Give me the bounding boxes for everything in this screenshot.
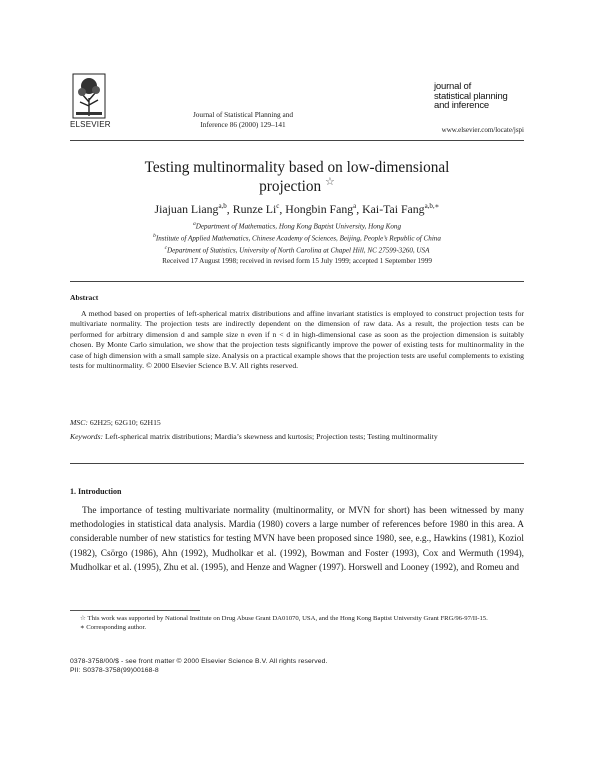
author-affil-marker: c — [276, 202, 280, 211]
abstract-text: A method based on properties of left-spherical matrix distributions and affine invariant statistics is employed to construct projection tests for multivariate normality. The projection tests are indirectly dependent on the dimension of raw data. As a result, the projection tests can be performed for arbitrary dimension d and sample size n even if n < d in high-dimensional case as soon as the projection dimension is suitably chosen. By Monte Carlo simulation, we show that the projection tests significantly improve the power of existing tests for multinormality in the case of high dimension with a small sample size. Analysis on a practical example shows that the projection tests are useful complements to existing tests for multinormality. © 2000 Elsevier Science B.V. All rights reserved. — [70, 309, 524, 371]
footnotes — [70, 614, 524, 632]
affiliation-text: Department of Statistics, University of North Carolina at Chapel Hill, NC 27599-3260, USA — [167, 246, 430, 255]
funding-footnote: ☆ This work was supported by National Institute on Drug Abuse Grant DA01070, USA, and the Hong Kong Baptist University Grant FRG/96-97/II-15. — [80, 615, 488, 622]
elsevier-tree-icon — [70, 72, 108, 120]
section-heading: 1. Introduction — [70, 487, 122, 496]
author-name: Runze Li — [232, 202, 277, 216]
msc-label: MSC: — [70, 418, 88, 427]
abstract-divider — [70, 281, 524, 282]
pii-line: PII: S0378-3758(99)00168-8 — [70, 667, 159, 675]
publication-info — [70, 657, 524, 675]
journal-cite-line2: Inference 86 (2000) 129–141 — [200, 120, 286, 129]
article-title — [70, 159, 524, 196]
journal-url[interactable]: www.elsevier.com/locate/jspi — [441, 126, 524, 134]
keywords-values: Left-spherical matrix distributions; Mardia’s skewness and kurtosis; Projection tests; Testing multinormality — [104, 432, 438, 441]
title-line1: Testing multinormality based on low-dimensional — [144, 159, 450, 176]
affiliations — [70, 220, 524, 256]
keywords — [70, 432, 524, 442]
received-dates: Received 17 August 1998; received in revised form 15 July 1999; accepted 1 September 1999 — [162, 257, 432, 265]
affiliation-text: Institute of Applied Mathematics, Chinese Academy of Sciences, Beijing, People’s Republic of China — [155, 234, 441, 243]
corresponding-author-footnote: ∗ Corresponding author. — [80, 624, 147, 631]
affiliation-text: Department of Mathematics, Hong Kong Baptist University, Hong Kong — [195, 222, 402, 231]
journal-logo-line2: statistical planning — [434, 90, 508, 102]
header-divider — [70, 140, 524, 141]
section-body-text: The importance of testing multivariate normality (multinormality, or MVN for short) has been witnessed by many methodologies in statistical data analysis. Mardia (1980) covers a large number of references before 1980 in this area. A considerable number of new statistics for testing MVN have been proposed since 1980, see, e.g., Hawkins (1981), Koziol (1982), Csörgo (1986), Ahn (1992), Mudholkar et al. (1992), Bowman and Foster (1993), Cox and Wermuth (1994), Mudholkar et al. (1995), Zhu et al. (1995), and Henze and Wagner (1997). Horswell and Looney (1992), and Romeu and — [70, 506, 524, 573]
affiliation — [70, 244, 524, 256]
journal-citation — [173, 110, 313, 130]
author-affil-marker: a — [353, 202, 357, 211]
footnote-rule — [70, 610, 200, 611]
msc-codes — [70, 418, 524, 427]
author-name: Kai-Tai Fang — [362, 202, 425, 216]
title-line2: projection — [259, 177, 322, 195]
title-footnote-marker[interactable]: ☆ — [324, 175, 335, 188]
abstract-heading: Abstract — [70, 293, 99, 302]
journal-cite-line1: Journal of Statistical Planning and — [192, 110, 294, 119]
publisher-name: ELSEVIER — [70, 120, 111, 129]
keywords-label: Keywords: — [70, 432, 104, 441]
author-name: Hongbin Fang — [285, 202, 354, 216]
msc-values: 62H25; 62G10; 62H15 — [89, 418, 161, 427]
affiliation-marker: b — [153, 232, 156, 239]
affiliation — [70, 220, 524, 232]
keywords-divider — [70, 463, 524, 464]
journal-logo-line3: and inference — [434, 100, 489, 111]
author-affil-marker: a,b,∗ — [424, 202, 440, 211]
affiliation-marker: a — [192, 221, 196, 227]
author-name: Jiajuan Liang — [154, 202, 219, 216]
journal-logo-line1: journal of — [434, 81, 472, 92]
issn-line: 0378-3758/00/$ - see front matter © 2000 Elsevier Science B.V. All rights reserved. — [70, 658, 328, 665]
affiliation — [70, 232, 524, 244]
author-affil-marker: a,b — [218, 202, 227, 211]
affiliation-marker: c — [164, 244, 168, 251]
author-list: Jiajuan Liang$^{a,b}$, Runze Li$^c$, Hongbin Fang$^a$, Kai-Tai Fang$^{a,b,∗}$ — [154, 202, 440, 216]
journal-logo — [434, 82, 514, 111]
